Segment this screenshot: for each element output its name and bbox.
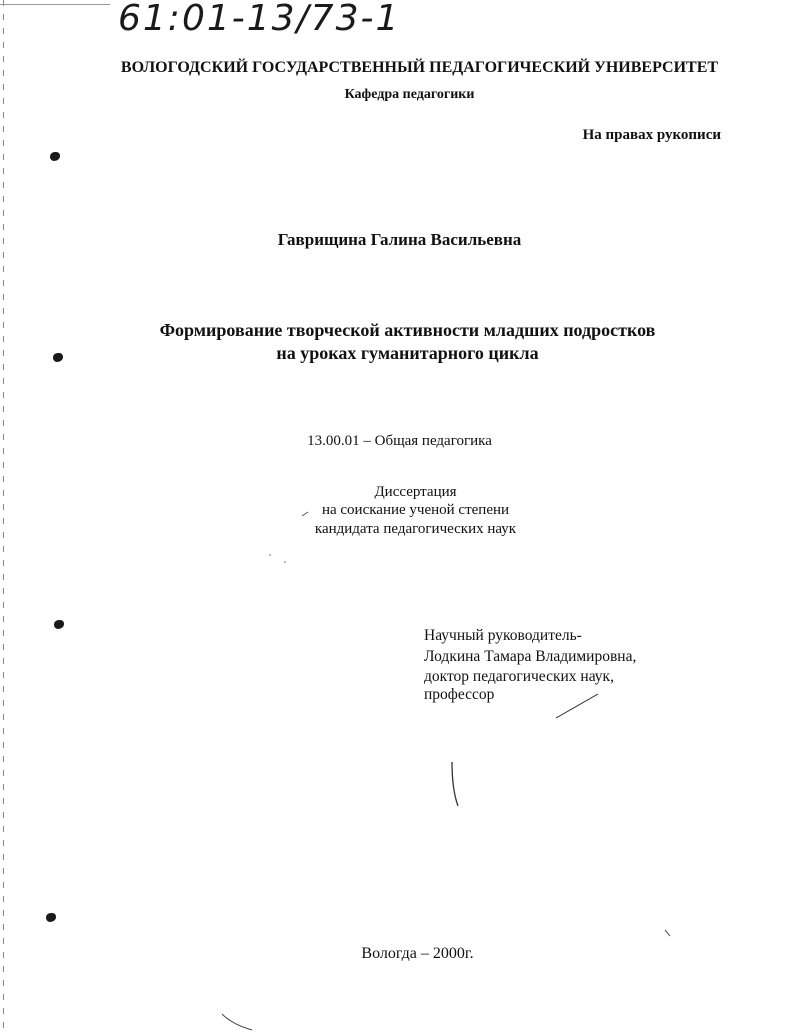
supervisor-line-4: профессор	[424, 686, 495, 703]
dust-speck	[269, 554, 271, 556]
dissertation-line-2: на соискание ученой степени	[321, 502, 510, 518]
signature-stroke	[452, 762, 458, 806]
supervisor-line-1: Научный руководитель-	[424, 627, 582, 644]
author-name: Гаврищина Галина Васильевна	[277, 230, 522, 249]
city-year-footer: Вологда – 2000г.	[361, 945, 474, 962]
supervisor-line-3: доктор педагогических наук,	[424, 668, 614, 685]
rights-note: На правах рукописи	[582, 127, 721, 143]
department-name: Кафедра педагогики	[344, 87, 475, 102]
dissertation-line-3: кандидата педагогических наук	[314, 521, 517, 537]
thesis-title-line-1: Формирование творческой активности младших подростков	[159, 320, 656, 340]
university-name: ВОЛОГОДСКИЙ ГОСУДАРСТВЕННЫЙ ПЕДАГОГИЧЕСКИЙ УНИВЕРСИТЕТ	[120, 59, 719, 76]
specialty-code: 13.00.01 – Общая педагогика	[307, 433, 492, 449]
thesis-title-line-2: на уроках гуманитарного цикла	[276, 343, 539, 363]
dissertation-line-1: Диссертация	[374, 484, 457, 500]
margin-stroke	[665, 930, 670, 936]
dust-speck	[284, 561, 286, 563]
margin-stroke	[302, 512, 308, 516]
supervisor-line-2: Лодкина Тамара Владимировна,	[424, 648, 637, 665]
margin-stroke	[222, 1014, 252, 1030]
handwritten-shelfmark: 61:01-13/73-1	[118, 0, 401, 39]
signature-stroke	[556, 694, 598, 718]
